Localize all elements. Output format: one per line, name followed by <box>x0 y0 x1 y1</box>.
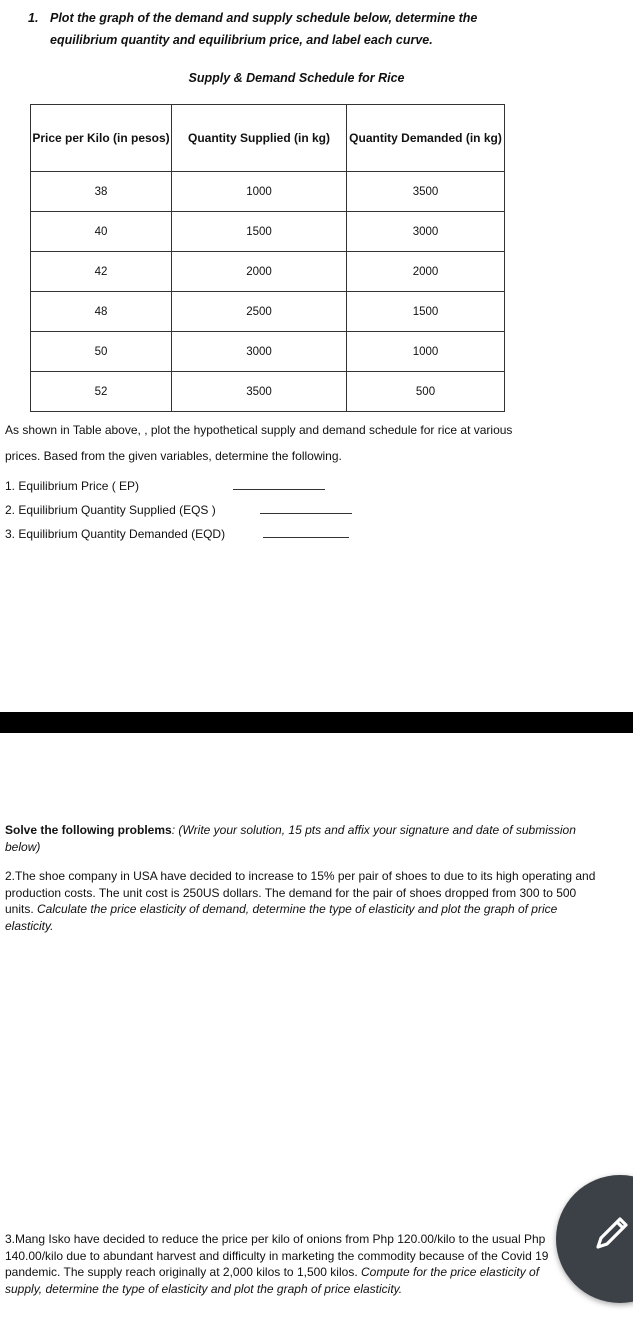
problem-3-text: 3.Mang Isko have decided to reduce the price per kilo of onions from Php 120.00/kilo to the usual Php 140.00/kilo due to abundant harvest and difficulty in marketing the commodity because of the Covid 19 pandemic. The supply reach originally at 2,000 kilos to 1,500 kilos. <box>5 1232 549 1279</box>
page-divider-bar <box>0 712 633 733</box>
answer-blank[interactable] <box>233 489 325 490</box>
cell-price: 38 <box>31 172 172 212</box>
table-row <box>31 172 505 212</box>
cell-demanded: 3500 <box>347 172 505 212</box>
item-eqd <box>5 527 349 541</box>
solve-instructions <box>5 822 610 856</box>
table-title: Supply & Demand Schedule for Rice <box>188 71 405 85</box>
cell-supplied: 2500 <box>172 292 347 332</box>
table-header-row <box>31 105 505 172</box>
table-row <box>31 372 505 412</box>
cell-demanded: 1500 <box>347 292 505 332</box>
question-title-line2: equilibrium quantity and equilibrium price, and label each curve. <box>50 33 433 47</box>
problem-3-task: Compute for the price elasticity of supply, determine the type of elasticity and plot the graph of price elasticity. <box>5 1265 540 1296</box>
header-price: Price per Kilo (in pesos) <box>31 105 172 172</box>
cell-price: 48 <box>31 292 172 332</box>
cell-supplied: 3500 <box>172 372 347 412</box>
cell-demanded: 3000 <box>347 212 505 252</box>
edit-fab-button[interactable] <box>556 1175 633 1303</box>
header-quantity-supplied: Quantity Supplied (in kg) <box>172 105 347 172</box>
cell-demanded: 1000 <box>347 332 505 372</box>
cell-demanded: 500 <box>347 372 505 412</box>
cell-price: 52 <box>31 372 172 412</box>
problem-2 <box>5 868 605 934</box>
cell-price: 50 <box>31 332 172 372</box>
solve-note: : (Write your solution, 15 pts and affix your signature and date of submission below) <box>5 823 576 854</box>
table-row <box>31 212 505 252</box>
question-number: 1. <box>28 11 39 25</box>
cell-price: 40 <box>31 212 172 252</box>
item-label: 1. Equilibrium Price ( EP) <box>5 479 140 493</box>
pencil-icon <box>590 1211 633 1255</box>
question-title-line1: Plot the graph of the demand and supply schedule below, determine the <box>50 11 478 25</box>
solve-heading: Solve the following problems <box>5 823 172 837</box>
cell-supplied: 1500 <box>172 212 347 252</box>
item-label: 2. Equilibrium Quantity Supplied (EQS ) <box>5 503 216 517</box>
problem-2-task: Calculate the price elasticity of demand, determine the type of elasticity and plot the graph of price elasticity. <box>5 902 558 933</box>
cell-supplied: 3000 <box>172 332 347 372</box>
problem-3 <box>5 1231 561 1297</box>
item-label: 3. Equilibrium Quantity Demanded (EQD) <box>5 527 226 541</box>
table-row <box>31 332 505 372</box>
header-quantity-demanded: Quantity Demanded (in kg) <box>347 105 505 172</box>
cell-price: 42 <box>31 252 172 292</box>
cell-supplied: 2000 <box>172 252 347 292</box>
answer-blank[interactable] <box>260 513 352 514</box>
item-equilibrium-price <box>5 479 325 493</box>
answer-blank[interactable] <box>263 537 349 538</box>
problem-2-text: 2.The shoe company in USA have decided to increase to 15% per pair of shoes to due to its high operating and production costs. The unit cost is 250US dollars. The demand for the pair of shoes dropped from 300 to 500 units. <box>5 869 596 916</box>
table-row <box>31 292 505 332</box>
question-1-title <box>28 7 588 51</box>
instructions <box>5 417 625 469</box>
instructions-line2: prices. Based from the given variables, determine the following. <box>5 449 342 463</box>
cell-demanded: 2000 <box>347 252 505 292</box>
item-eqs <box>5 503 352 517</box>
instructions-line1: As shown in Table above, , plot the hypothetical supply and demand schedule for rice at various <box>5 423 513 437</box>
cell-supplied: 1000 <box>172 172 347 212</box>
schedule-table <box>30 104 505 412</box>
table-row <box>31 252 505 292</box>
